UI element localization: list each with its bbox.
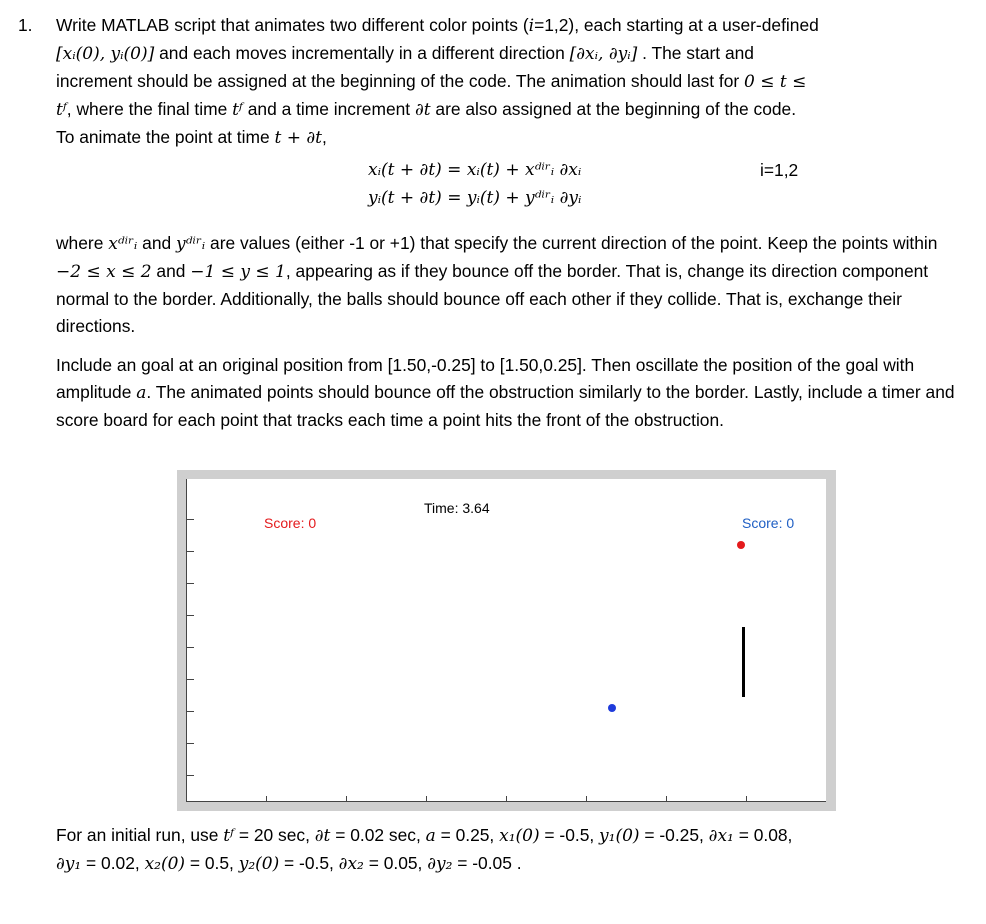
plot-area xyxy=(186,479,826,802)
equation-index-note: i=1,2 xyxy=(760,160,799,180)
equation-x: xᵢ(t + ∂t) = xᵢ(t) + xᵈⁱʳᵢ ∂xᵢ xyxy=(368,160,582,180)
x-tick xyxy=(266,796,267,802)
score-left: Score: 0 xyxy=(264,515,317,531)
y-tick xyxy=(186,679,194,680)
goal-obstruction xyxy=(742,627,745,697)
y-tick xyxy=(186,711,194,712)
y-tick xyxy=(186,583,194,584)
x-tick xyxy=(586,796,587,802)
y-axis xyxy=(186,479,187,802)
y-tick xyxy=(186,743,194,744)
initial-run-parameters: For an initial run, use tᶠ = 20 sec, ∂t = 0.02 sec, a = 0.25, x₁(0) = -0.5, y₁(0) = -0.25, ∂x₁ = 0.08, ∂y₁ = 0.02, x₂(0) = 0.5, y₂(0) = -0.5, ∂x₂ = 0.05, ∂y₂ = -0.05 . xyxy=(56,825,793,874)
red-point xyxy=(737,541,745,549)
y-tick xyxy=(186,647,194,648)
problem-number: 1. xyxy=(18,15,33,35)
equation-y: yᵢ(t + ∂t) = yᵢ(t) + yᵈⁱʳᵢ ∂yᵢ xyxy=(368,188,582,208)
x-tick xyxy=(346,796,347,802)
animation-figure xyxy=(177,470,836,811)
timer-label: Time: 3.64 xyxy=(424,500,490,516)
x-tick xyxy=(506,796,507,802)
x-tick xyxy=(666,796,667,802)
x-tick xyxy=(746,796,747,802)
y-tick xyxy=(186,615,194,616)
y-tick xyxy=(186,551,194,552)
x-tick xyxy=(426,796,427,802)
y-tick xyxy=(186,775,194,776)
paragraph-goal: Include an goal at an original position from [1.50,-0.25] to [1.50,0.25]. Then oscillate the position of the goal with amplitude a. The animated points should bounce off the obstruction similarly to the border. Lastly, include a timer and score board for each point that tracks each time a point hits the front of the obstruction. xyxy=(56,355,955,430)
y-tick xyxy=(186,519,194,520)
blue-point xyxy=(608,704,616,712)
paragraph-directions: where xᵈⁱʳᵢ and yᵈⁱʳᵢ are values (either -1 or +1) that specify the current direction of the point. Keep the points within −2 ≤ x ≤ 2 and −1 ≤ y ≤ 1, appearing as if they bounce off the border. That is, change its direction component normal to the border. Additionally, the balls should bounce off each other if they collide. That is, exchange their directions. xyxy=(56,233,938,336)
problem-intro: Write MATLAB script that animates two different color points (i=1,2), each starting at a user-defined [xᵢ(0), yᵢ(0)] and each moves incrementally in a different direction [∂xᵢ, ∂yᵢ] . The start and increment should be assigned at the beginning of the code. The animation should last for 0 ≤ t ≤ tᶠ, where the final time tᶠ and a time increment ∂t are also assigned at the beginning of the code. To animate the point at time t + ∂t, xyxy=(56,15,819,148)
score-right: Score: 0 xyxy=(742,515,795,531)
